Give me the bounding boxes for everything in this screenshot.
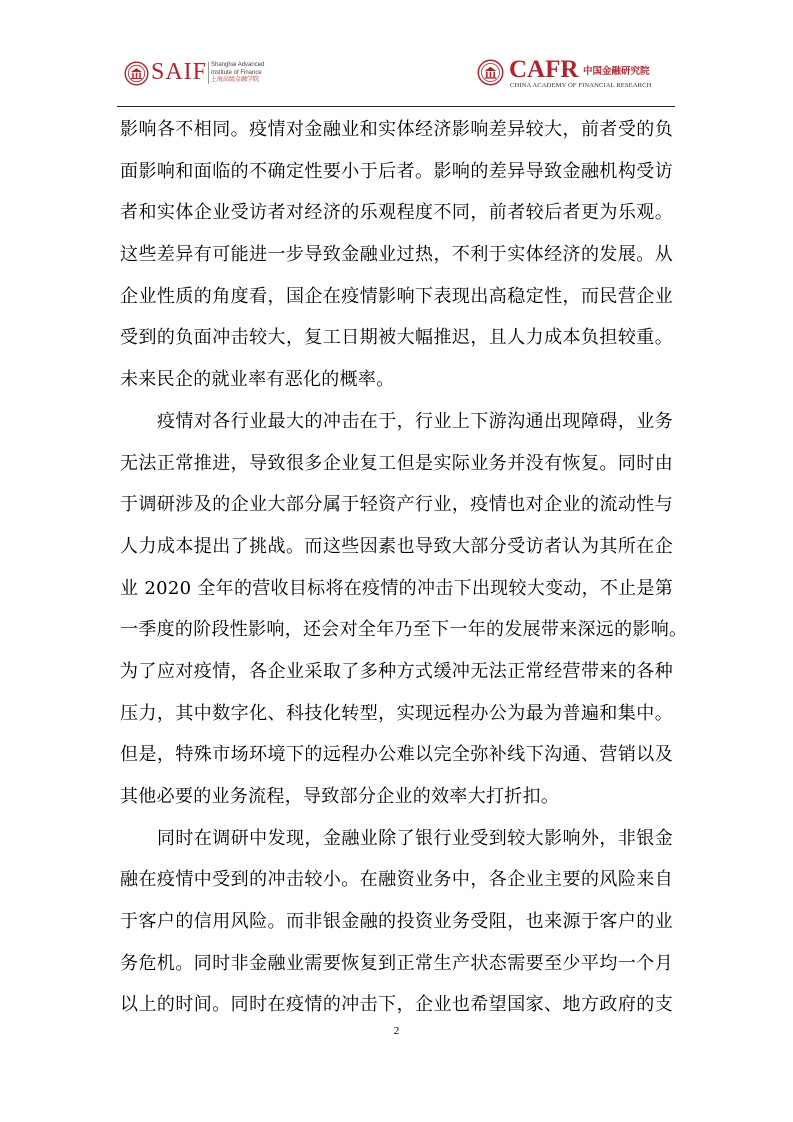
- text-line: 融在疫情中受到的冲击较小。在融资业务中，各企业主要的风险来自: [120, 869, 673, 891]
- text-line: 但是，特殊市场环境下的远程办公难以完全弥补线下沟通、营销以及: [120, 744, 673, 766]
- saif-seal-icon: [124, 61, 149, 86]
- text-line: 企业性质的角度看，国企在疫情影响下表现出高稳定性，而民营企业: [120, 285, 673, 307]
- text-line: 未来民企的就业率有恶化的概率。: [120, 369, 395, 391]
- saif-subtitle: [211, 62, 264, 85]
- text-line: 其他必要的业务流程，导致部分企业的效率大打折扣。: [120, 786, 560, 807]
- page-number: 2: [393, 1025, 400, 1037]
- text-line: 为了应对疫情，各企业采取了多种方式缓冲无法正常经营带来的各种: [120, 660, 673, 682]
- cafr-wordmark: CAFR: [509, 56, 579, 83]
- saif-wordmark: SAIF: [151, 59, 208, 85]
- text-line: 人力成本提出了挑战。而这些因素也导致大部分受访者认为其所在企: [120, 535, 673, 557]
- text-line: 疫情对各行业最大的冲击在于，行业上下游沟通出现障碍，业务: [157, 410, 673, 432]
- text-line: 压力，其中数字化、科技化转型，实现远程办公为最为普遍和集中。: [120, 702, 673, 724]
- logo-divider: [208, 62, 209, 84]
- text-line: 受到的负面冲击较大，复工日期被大幅推迟，且人力成本负担较重。: [120, 327, 673, 349]
- cafr-english-name: CHINA ACADEMY OF FINANCIAL RESEARCH: [510, 82, 652, 89]
- text-line: 影响各不相同。疫情对金融业和实体经济影响差异较大，前者受的负: [120, 119, 673, 140]
- cafr-chinese-name: 中国金融研究院: [583, 66, 650, 77]
- text-line: 者和实体企业受访者对经济的乐观程度不同，前者较后者更为乐观。: [120, 202, 673, 224]
- text-line: 同时在调研中发现，金融业除了银行业受到较大影响外，非银金: [157, 827, 673, 849]
- paragraph: [120, 109, 673, 401]
- text-line: 面影响和面临的不确定性要小于后者。影响的差异导致金融机构受访: [120, 160, 673, 182]
- text-line: 务危机。同时非金融业需要恢复到正常生产状态需要至少平均一个月: [120, 952, 673, 974]
- text-line: 无法正常推进，导致很多企业复工但是实际业务并没有恢复。同时由: [120, 452, 673, 474]
- saif-subtitle-line: Institute of Finance: [211, 69, 262, 76]
- text-line: 一季度的阶段性影响，还会对全年乃至下一年的发展带来深远的影响。: [120, 619, 688, 641]
- header-divider: [117, 106, 675, 107]
- text-line: 业 2020 全年的营收目标将在疫情的冲击下出现较大变动，不止是第: [120, 577, 674, 599]
- paragraph: [120, 818, 673, 1026]
- saif-subtitle-line: 上海高级金融学院: [211, 77, 260, 83]
- text-line: 于调研涉及的企业大部分属于轻资产行业，疫情也对企业的流动性与: [120, 494, 673, 516]
- text-line: 于客户的信用风险。而非银金融的投资业务受阻，也来源于客户的业: [120, 911, 673, 933]
- text-line: 以上的时间。同时在疫情的冲击下，企业也希望国家、地方政府的支: [120, 994, 673, 1016]
- saif-subtitle-line: Shanghai Advanced: [211, 62, 265, 68]
- body-text: [120, 109, 688, 1026]
- text-line: 这些差异有可能进一步导致金融业过热，不利于实体经济的发展。从: [120, 244, 673, 266]
- cafr-seal-icon: [477, 59, 504, 86]
- paragraph: [120, 401, 688, 818]
